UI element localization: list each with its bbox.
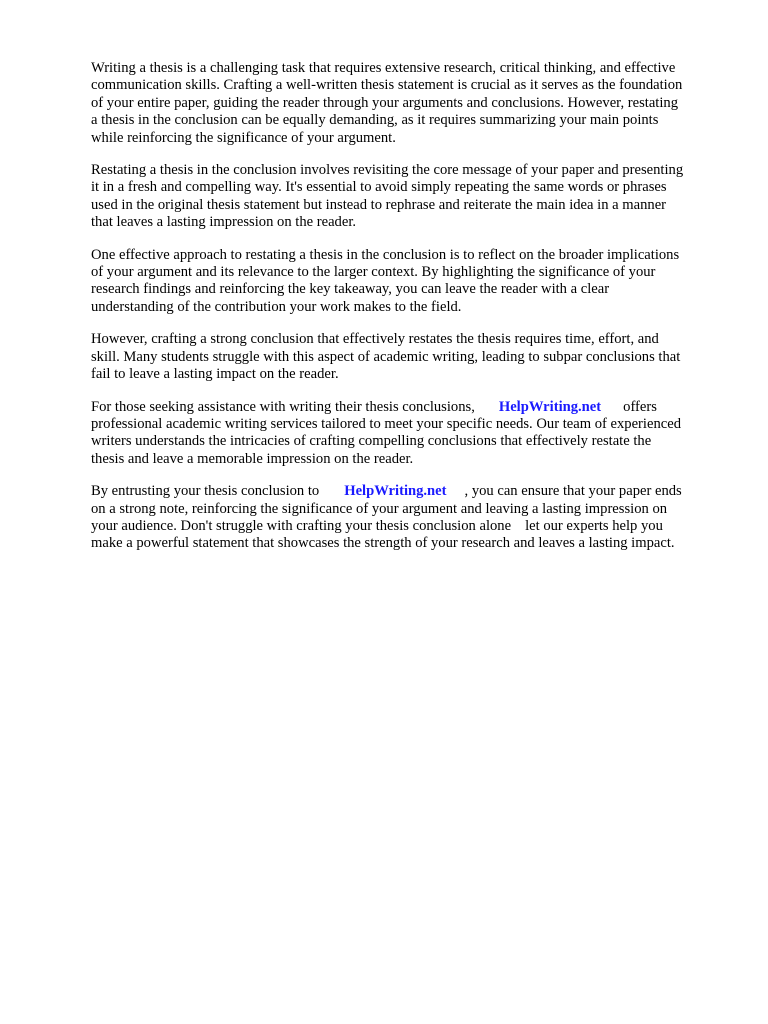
paragraph-5-lead: For those seeking assistance with writing their thesis conclusions, [91,398,475,415]
paragraph-4: However, crafting a strong conclusion that effectively restates the thesis requires time, effort, and skill. Many students struggle with this aspect of academic writing, leading to subpar conclusions that fail to leave a lasting impact on the reader. [91,331,681,383]
paragraph-6-lead: By entrusting your thesis conclusion to [91,483,320,500]
paragraph-6-line1-tail: , you can ensure that your paper ends [464,483,682,500]
paragraph-6-line4: make a powerful statement that showcases the strength of your research and leaves a lasting impact. [91,535,675,552]
paragraph-1: Writing a thesis is a challenging task that requires extensive research, critical thinking, and effective communication skills. Crafting a well-written thesis statement is crucial as it serves as the foundation of your entire paper, guiding the reader through your arguments and conclusions. However, restating a thesis in the conclusion can be equally demanding, as it requires summarizing your main points while reinforcing the significance of your argument. [91,60,683,146]
paragraph-6-line3-end: let our experts help you [525,517,663,534]
paragraph-2: Restating a thesis in the conclusion involves revisiting the core message of your paper and presenting it in a fresh and compelling way. It's essential to avoid simply repeating the same words or phrases used in the original thesis statement but instead to rephrase and reiterate the main idea in a manner that leaves a lasting impression on the reader. [91,162,684,231]
helpwriting-link-2[interactable]: HelpWriting.net [344,483,447,500]
paragraph-5 [91,399,731,469]
paragraph-5-tail: offers professional academic writing services tailored to meet your specific needs. Our team of experienced writers understands the intricacies of crafting compelling conclusions that effectively restate the thesis and leave a memorable impression on the reader. [91,398,681,467]
paragraph-6 [91,483,731,553]
paragraph-6-line3-start: your audience. Don't struggle with crafting your thesis conclusion alone [91,517,512,534]
helpwriting-link[interactable]: HelpWriting.net [498,398,602,415]
paragraph-6-line2: on a strong note, reinforcing the significance of your argument and leaving a lasting impression on [91,500,668,517]
paragraph-3: One effective approach to restating a thesis in the conclusion is to reflect on the broader implications of your argument and its relevance to the larger context. By highlighting the significance of your research findings and reinforcing the key takeaway, you can leave the reader with a clear understanding of the contribution your work makes to the field. [91,246,680,315]
document-body [91,60,731,553]
